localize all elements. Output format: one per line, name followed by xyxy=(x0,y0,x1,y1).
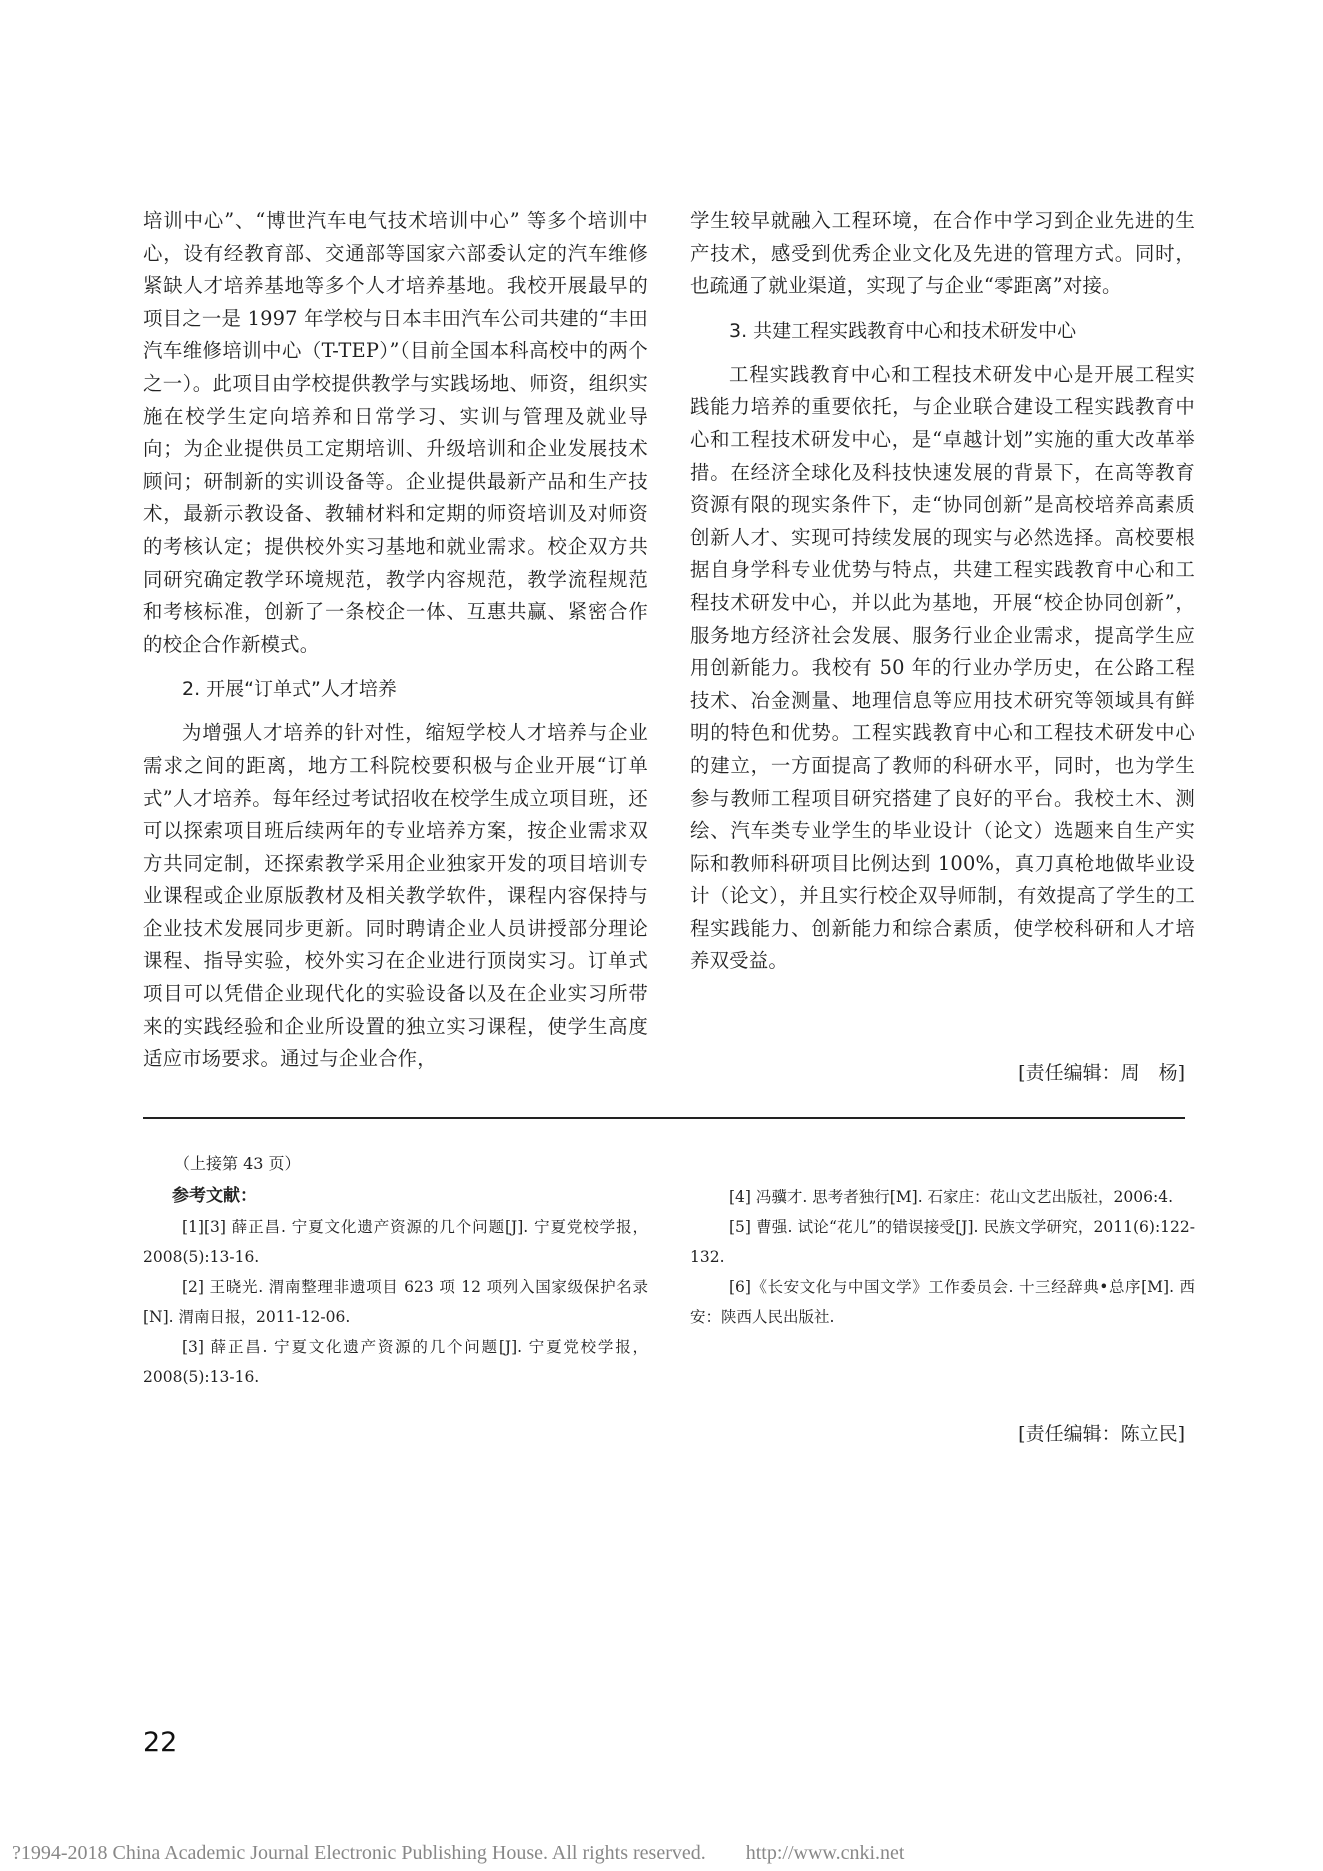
references-right xyxy=(690,1182,1195,1332)
body-paragraph: 工程实践教育中心和工程技术研发中心是开展工程实践能力培养的重要依托，与企业联合建设工程实践教育中心和工程技术研发中心，是“卓越计划”实施的重大改革举措。在经济全球化及科技快速发展的背景下，在高等教育资源有限的现实条件下，走“协同创新”是高校培养高素质创新人才、实现可持续发展的现实与必然选择。高校要根据自身学科专业优势与特点，共建工程实践教育中心和工程技术研发中心，并以此为基地，开展“校企协同创新”，服务地方经济社会发展、服务行业企业需求，提高学生应用创新能力。我校有 50 年的行业办学历史，在公路工程技术、冶金测量、地理信息等应用技术研究等领域具有鲜明的特色和优势。工程实践教育中心和工程技术研发中心的建立，一方面提高了教师的科研水平，同时，也为学生参与教师工程项目研究搭建了良好的平台。我校土木、测绘、汽车类专业学生的毕业设计（论文）选题来自生产实际和教师科研项目比例达到 100%，真刀真枪地做毕业设计（论文），并且实行校企双导师制，有效提高了学生的工程实践能力、创新能力和综合素质，使学校科研和人才培养双受益。 xyxy=(690,362,1195,973)
section-heading: 3. 共建工程实践教育中心和技术研发中心 xyxy=(729,319,1077,342)
reference-item: [5] 曹强. 试论“花儿”的错误接受[J]. 民族文学研究，2011(6):122-132. xyxy=(690,1218,1195,1266)
left-column xyxy=(143,205,648,1076)
reference-item: [6]《长安文化与中国文学》工作委员会. 十三经辞典•总序[M]. 西安：陕西人民出版社. xyxy=(690,1278,1195,1326)
right-column xyxy=(690,205,1195,978)
responsible-editor: [责任编辑：陈立民] xyxy=(1018,1423,1185,1445)
section-divider xyxy=(143,1117,1185,1119)
page-number: 22 xyxy=(143,1727,178,1758)
continued-note: （上接第 43 页） xyxy=(174,1154,301,1173)
reference-item: [4] 冯骥才. 思考者独行[M]. 石家庄：花山文艺出版社，2006:4. xyxy=(729,1188,1174,1206)
body-paragraph: 培训中心”、“博世汽车电气技术培训中心” 等多个培训中心，设有经教育部、交通部等国家六部委认定的汽车维修紧缺人才培养基地等多个人才培养基地。我校开展最早的项目之一是 1997 年学校与日本丰田汽车公司共建的“丰田汽车维修培训中心（T-TEP）”（目前全国本科高校中的两个之一）。此项目由学校提供教学与实践场地、师资，组织实施在校学生定向培养和日常学习、实训与管理及就业导向；为企业提供员工定期培训、升级培训和企业发展技术顾问；研制新的实训设备等。企业提供最新产品和生产技术，最新示教设备、教辅材料和定期的师资培训及对师资的考核认定；提供校外实习基地和就业需求。校企双方共同研究确定教学环境规范，教学内容规范，教学流程规范和考核标准，创新了一条校企一体、互惠共赢、紧密合作的校企合作新模式。 xyxy=(143,209,648,656)
copyright-footer: ?1994-2018 China Academic Journal Electronic Publishing House. All rights reserved. http://www.cnki.net xyxy=(12,1842,905,1864)
reference-item: [3] 薛正昌. 宁夏文化遗产资源的几个问题[J]. 宁夏党校学报，2008(5):13-16. xyxy=(143,1338,648,1386)
reference-item: [1][3] 薛正昌. 宁夏文化遗产资源的几个问题[J]. 宁夏党校学报，2008(5):13-16. xyxy=(143,1218,648,1266)
responsible-editor: [责任编辑：周 杨] xyxy=(1018,1062,1185,1084)
section-heading: 2. 开展“订单式”人才培养 xyxy=(182,678,397,701)
body-paragraph: 为增强人才培养的针对性，缩短学校人才培养与企业需求之间的距离，地方工科院校要积极与企业开展“订单式”人才培养。每年经过考试招收在校学生成立项目班，还可以探索项目班后续两年的专业培养方案，按企业需求双方共同定制，还探索教学采用企业独家开发的项目培训专业课程或企业原版教材及相关教学软件，课程内容保持与企业技术发展同步更新。同时聘请企业人员讲授部分理论课程、指导实验，校外实习在企业进行顶岗实习。订单式项目可以凭借企业现代化的实验设备以及在企业实习所带来的实践经验和企业所设置的独立实习课程，使学生高度适应市场要求。通过与企业合作， xyxy=(143,721,648,1071)
body-paragraph: 学生较早就融入工程环境，在合作中学习到企业先进的生产技术，感受到优秀企业文化及先进的管理方式。同时，也疏通了就业渠道，实现了与企业“零距离”对接。 xyxy=(690,209,1195,298)
references-heading: 参考文献： xyxy=(172,1186,257,1206)
references-left xyxy=(143,1148,648,1392)
reference-item: [2] 王晓光. 渭南整理非遗项目 623 项 12 项列入国家级保护名录[N]. 渭南日报，2011-12-06. xyxy=(143,1278,648,1326)
